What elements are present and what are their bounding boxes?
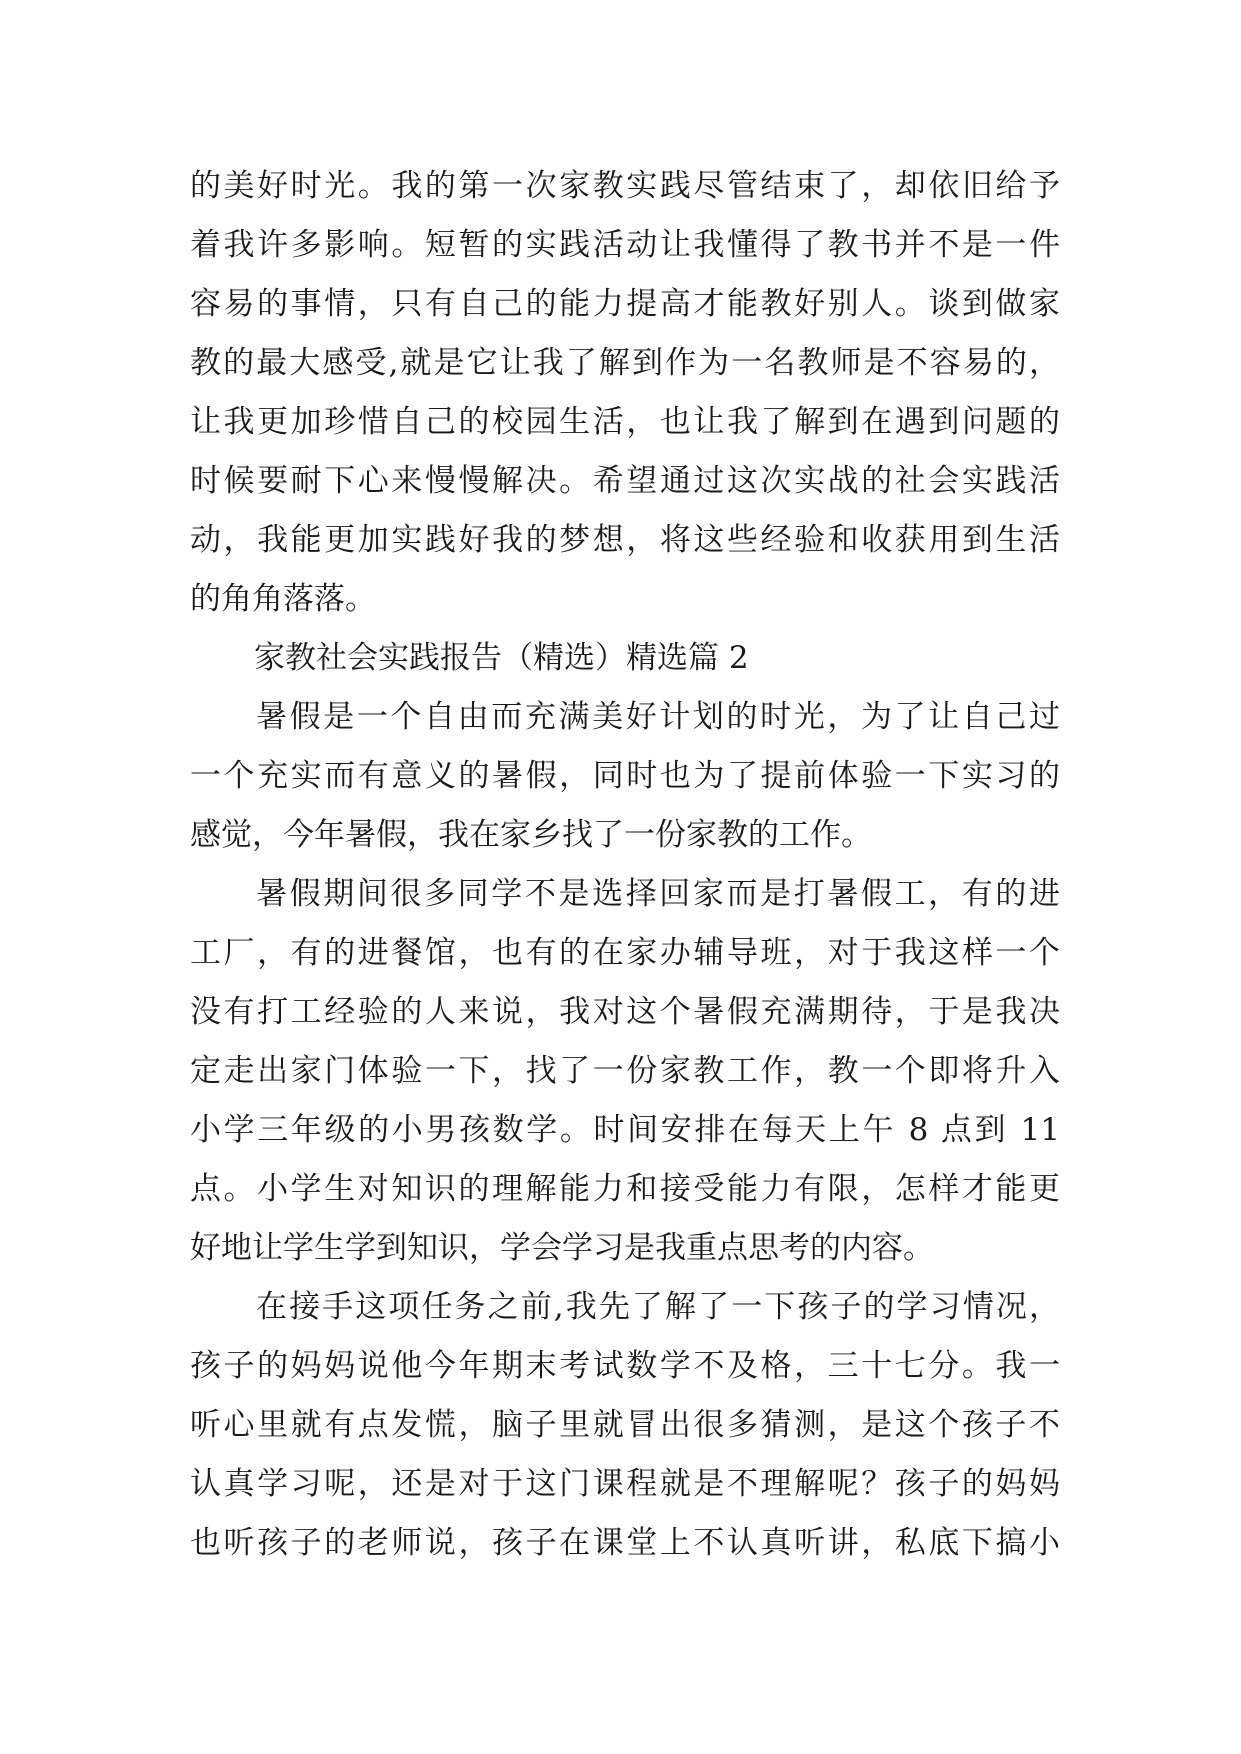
paragraph	[190, 865, 1060, 1278]
paragraph	[190, 688, 1060, 865]
text-line: 教的最大感受,就是它让我了解到作为一名教师是不容易的，	[190, 345, 1060, 381]
text-line: 一个充实而有意义的暑假，同时也为了提前体验一下实习的	[190, 758, 1060, 794]
text-line: 认真学习呢，还是对于这门课程就是不理解呢？孩子的妈妈	[190, 1466, 1060, 1502]
text-line: 让我更加珍惜自己的校园生活，也让我了解到在遇到问题的	[190, 404, 1060, 440]
section-heading	[190, 629, 1060, 688]
text-line: 感觉，今年暑假，我在家乡找了一份家教的工作。	[190, 817, 872, 853]
text-line: 暑假期间很多同学不是选择回家而是打暑假工，有的进	[256, 876, 1060, 912]
text-line: 好地让学生学到知识，学会学习是我重点思考的内容。	[190, 1230, 934, 1266]
text-line: 点。小学生对知识的理解能力和接受能力有限，怎样才能更	[190, 1171, 1060, 1207]
text-line: 没有打工经验的人来说，我对这个暑假充满期待，于是我决	[190, 994, 1060, 1030]
text-line: 也听孩子的老师说，孩子在课堂上不认真听讲，私底下搞小	[190, 1525, 1060, 1561]
text-line: 小学三年级的小男孩数学。时间安排在每天上午 8 点到 11	[190, 1112, 1060, 1148]
text-line: 定走出家门体验一下，找了一份家教工作，教一个即将升入	[190, 1053, 1060, 1089]
text-line: 听心里就有点发慌，脑子里就冒出很多猜测，是这个孩子不	[190, 1407, 1060, 1443]
text-line: 容易的事情，只有自己的能力提高才能教好别人。谈到做家	[190, 286, 1060, 322]
text-line: 的美好时光。我的第一次家教实践尽管结束了，却依旧给予	[190, 168, 1060, 204]
heading-text: 家教社会实践报告（精选）精选篇 2	[254, 640, 749, 676]
paragraph	[190, 1278, 1060, 1573]
text-line: 的角角落落。	[190, 581, 376, 617]
text-line: 暑假是一个自由而充满美好计划的时光，为了让自己过	[256, 699, 1060, 735]
text-line: 在接手这项任务之前,我先了解了一下孩子的学习情况，	[256, 1289, 1060, 1325]
text-line: 孩子的妈妈说他今年期末考试数学不及格，三十七分。我一	[190, 1348, 1060, 1384]
paragraph	[190, 157, 1060, 629]
text-line: 工厂，有的进餐馆，也有的在家办辅导班，对于我这样一个	[190, 935, 1060, 971]
document-body	[190, 157, 1060, 1573]
text-line: 动，我能更加实践好我的梦想，将这些经验和收获用到生活	[190, 522, 1060, 558]
text-line: 着我许多影响。短暂的实践活动让我懂得了教书并不是一件	[190, 227, 1060, 263]
text-line: 时候要耐下心来慢慢解决。希望通过这次实战的社会实践活	[190, 463, 1060, 499]
